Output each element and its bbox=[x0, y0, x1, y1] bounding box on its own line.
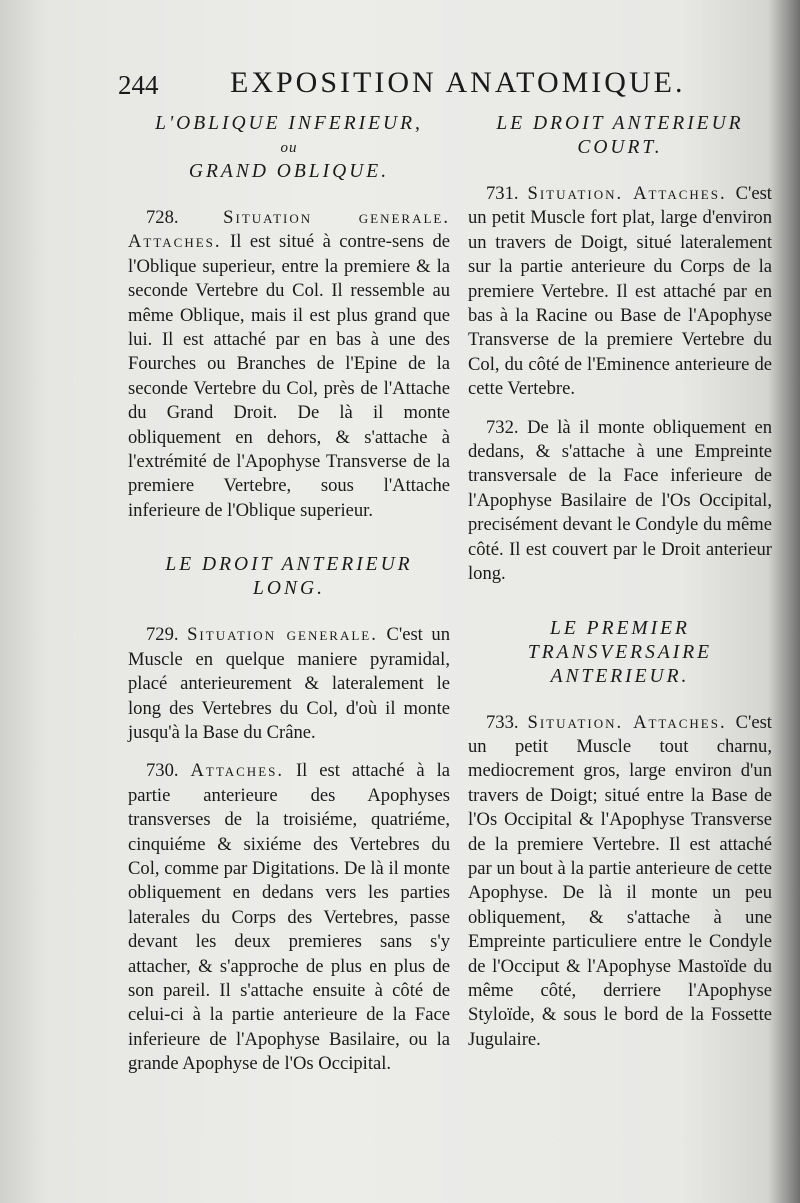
running-title: EXPOSITION ANATOMIQUE. bbox=[230, 66, 686, 99]
paragraph-731: 731. Situation. Attaches. C'est un petit Muscle fort plat, large d'environ un travers de Doigt, situé lateralement sur la partie anterieure du Corps de la premiere Vertebre. Il est attaché par en bas à la Racine ou Base de l'Apophyse Transverse de la premiere Vertebre du Col, du côté de l'Eminence anterieure de cette Vertebre. bbox=[468, 183, 772, 400]
section-heading-droit-anterieur-court: LE DROIT ANTERIEUR COURT. bbox=[496, 113, 744, 158]
left-column bbox=[128, 112, 450, 1077]
paragraph-728: 728. Situation generale. Attaches. Il est situé à contre-sens de l'Oblique superieur, entre la premiere & la seconde Vertebre du Col. Il ressemble au même Oblique, mais il est plus grand que lui. Il est attaché par en bas à une des Fourches ou Branches de l'Epine de la seconde Vertebre du Col, près de l'Attache du Grand Droit. De là il monte obliquement en dehors, & s'attache à l'extrémité de l'Apophyse Transverse de la premiere Vertebre, sous l'Attache inferieure de l'Oblique superieur. bbox=[128, 207, 450, 521]
paragraph-730: 730. Attaches. Il est attaché à la partie anterieure des Apophyses transverses de la troisiéme, quatriéme, cinquiéme & sixiéme des Vertebres du Col, comme par Digitations. De là il monte obliquement en dedans vers les parties laterales du Corps des Vertebres, passe devant les deux premieres sans s'y attacher, & s'approche de plus en plus de son pareil. Il s'attache ensuite à côté de celui-ci à la partie anterieure de la Face inferieure de l'Apophyse Basilaire, ou la grande Apophyse de l'Os Occipital. bbox=[128, 760, 451, 1075]
section-heading-premier-transversaire: LE PREMIER TRANSVERSAIRE ANTERIEUR. bbox=[527, 617, 713, 687]
page-number: 244 bbox=[118, 70, 159, 100]
paragraph-729: 729. Situation generale. C'est un Muscle en quelque maniere pyramidal, placé anterieurement & lateralement le long des Vertebres du Col, d'où il monte jusqu'à la Base du Crâne. bbox=[128, 624, 450, 743]
section-heading-droit-anterieur-long: LE DROIT ANTERIEUR LONG. bbox=[165, 554, 413, 600]
page-header bbox=[118, 62, 760, 102]
right-column bbox=[468, 112, 772, 1052]
paragraph-732: 732. De là il monte obliquement en dedans, & s'attache à une Empreinte transversale de la Face inferieure de l'Apophyse Basilaire de l'Os Occipital, precisément devant le Condyle du même côté. Il est couvert par le Droit anterieur long. bbox=[468, 416, 772, 585]
paragraph-733: 733. Situation. Attaches. C'est un petit Muscle tout charnu, mediocrement gros, large environ d'un travers de Doigt; situé entre la Base de l'Os Occipital & l'Apophyse Transverse de la premiere Vertebre. Il est attaché par un bout à la partie anterieure de cette Apophyse. De là il monte un peu obliquement, & s'attache à une Empreinte particuliere entre le Condyle de l'Occiput & l'Apophyse Mastoïde du même côté, derriere l'Apophyse Styloïde, & sous le bord de la Fossette Jugulaire. bbox=[468, 711, 772, 1050]
section-heading-oblique-inferieur: L'OBLIQUE INFERIEUR, ou GRAND OBLIQUE. bbox=[155, 113, 423, 182]
